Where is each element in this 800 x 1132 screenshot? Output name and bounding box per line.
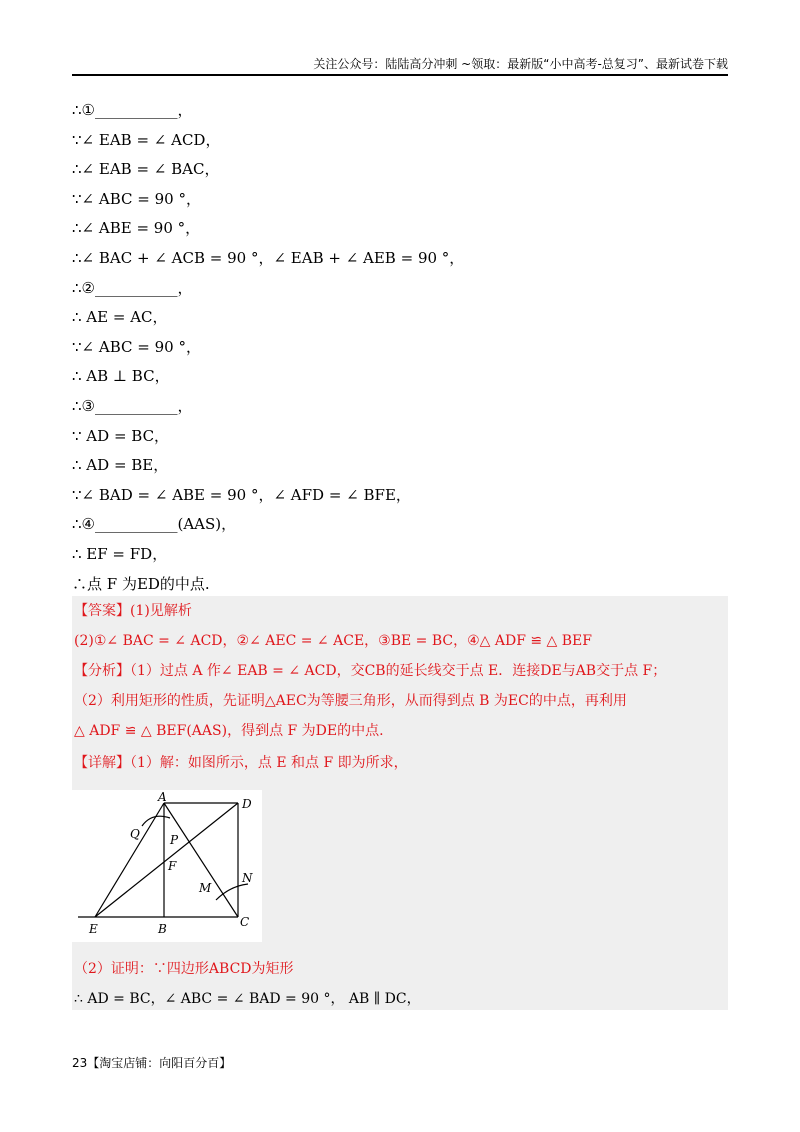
label-A: A [158,790,167,804]
geometry-svg [72,790,262,942]
proof-line: ∴④___________(AAS)， [72,515,237,534]
proof-line: ∴ EF = FD， [72,544,168,563]
proof-intro: （2）证明：∵四边形ABCD为矩形 [74,961,294,977]
proof-line: ∴③___________， [72,396,193,415]
proof-line: ∵ AD = BC， [72,426,170,445]
geometry-figure [72,790,262,942]
analysis-text-1: （1）过点 A 作∠ EAB = ∠ ACD，交CB的延长线交于点 E．连接DE与AB交于点 F； [130,663,667,679]
proof-line: ∵∠ ABC = 90 °， [72,337,201,356]
proof-line: ∴①___________， [72,101,193,119]
detail-line-1 [74,752,408,772]
analysis-line-1 [74,660,666,680]
answer-part1: (1)见解析 [130,603,192,619]
label-F: F [168,859,177,873]
proof-line: ∵∠ BAD = ∠ ABE = 90 °，∠ AFD = ∠ BFE， [72,485,411,504]
label-M: M [199,881,212,895]
proof-block [72,96,728,599]
proof-last [74,988,421,1008]
detail-text-1: （1）解：如图所示，点 E 和点 F 即为所求， [130,755,408,771]
page-footer: 23【淘宝店铺：向阳百分百】 [72,1056,232,1070]
label-D: D [242,797,252,811]
proof-line: ∴∠ BAC + ∠ ACB = 90 °，∠ EAB + ∠ AEB = 90 °， [72,248,465,267]
proof-line: ∴点 F 为ED的中点. [72,574,210,593]
label-E: E [89,922,98,936]
answer-line [74,600,192,620]
arc-MN [216,884,248,900]
answer-part2: (2)①∠ BAC = ∠ ACD，②∠ AEC = ∠ ACE，③BE = BC，④△ ADF ≌ △ BEF [74,633,592,649]
page-header: 关注公众号：陆陆高分冲刺 ~领取：最新版“小中高考-总复习”、最新试卷下载 [72,56,728,76]
answer-tag: 【答案】 [74,603,130,619]
label-P: P [170,833,179,847]
analysis-line-2: （2）利用矩形的性质，先证明△AEC为等腰三角形，从而得到点 B 为EC的中点，再利用 [74,693,627,709]
proof-last-text: ∴ AD = BC，∠ ABC = ∠ BAD = 90 °， AB ∥ DC， [74,991,421,1007]
proof-line: ∴ AD = BE， [72,456,169,475]
label-Q: Q [130,827,140,841]
proof-line: ∴ AB ⊥ BC， [72,367,170,386]
proof-line: ∴②___________， [72,278,193,297]
answer-section [72,596,728,1010]
proof-line: ∴ AE = AC， [72,308,168,327]
label-B: B [158,922,167,936]
proof-line: ∴∠ ABE = 90 °， [72,219,201,238]
proof-line: ∵∠ ABC = 90 °， [72,189,201,208]
label-N: N [242,871,253,885]
label-C: C [240,915,250,929]
analysis-line-3: △ ADF ≌ △ BEF(AAS)，得到点 F 为DE的中点. [74,723,384,739]
segment-AE [95,803,164,917]
proof-line: ∴∠ EAB = ∠ BAC， [72,160,220,179]
proof-line: ∵∠ EAB = ∠ ACD， [72,130,221,149]
analysis-tag: 【分析】 [74,663,130,679]
detail-tag: 【详解】 [74,755,130,771]
arc-Q [142,816,170,826]
